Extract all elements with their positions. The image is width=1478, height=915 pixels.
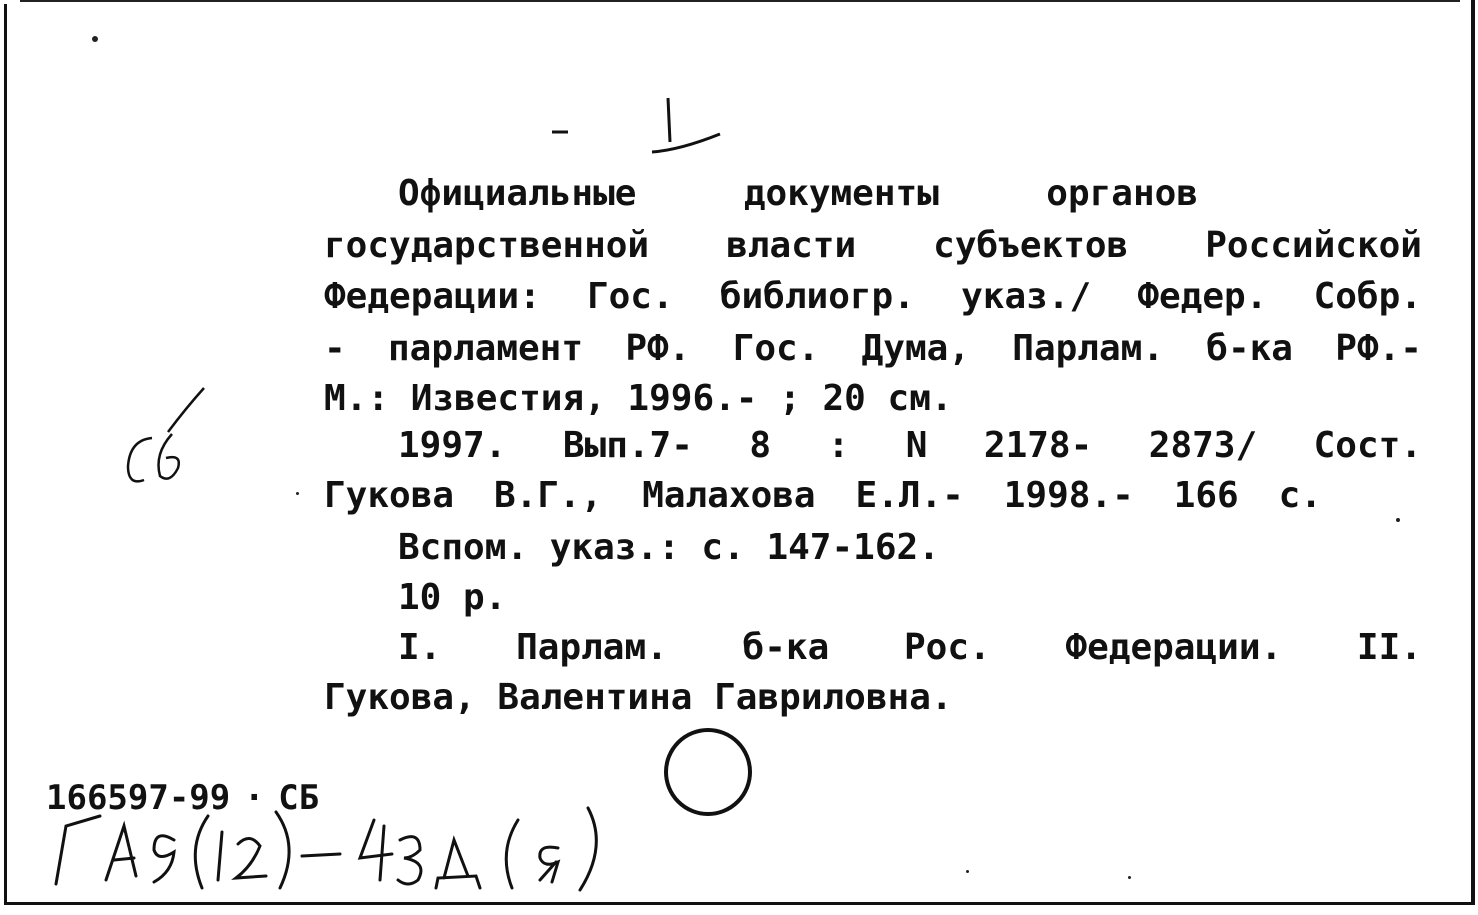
text-token: В.Г.,	[493, 475, 603, 516]
bib-line-8	[398, 527, 940, 568]
text-token: 2873/	[1148, 425, 1258, 466]
text-token: 2178-	[983, 425, 1093, 466]
text-token: N	[905, 425, 928, 466]
text-token: библиогр.	[719, 276, 915, 317]
text-token: -	[324, 328, 346, 369]
handwritten-shelfmark	[40, 796, 620, 892]
speck	[1396, 518, 1400, 522]
card-left-edge	[4, 4, 7, 904]
text-token: Федер.	[1137, 276, 1268, 317]
text-token: Официальные	[398, 173, 637, 214]
collection-code: СБ	[278, 778, 320, 818]
text-token: II.	[1356, 627, 1422, 668]
text-token: документы	[743, 173, 939, 214]
speck	[92, 36, 98, 42]
accession-number: 166597-99	[46, 778, 231, 818]
text-token: 1998.-	[1003, 475, 1134, 516]
handwritten-margin-note	[112, 388, 222, 498]
bib-line-9	[398, 577, 507, 618]
text-token: Федерации.	[1065, 627, 1283, 668]
text-token: Гукова	[324, 475, 455, 516]
circle-stamp-icon	[660, 726, 756, 822]
text-token: Гукова, Валентина Гавриловна.	[324, 677, 953, 718]
bib-line-10	[398, 627, 1422, 668]
text-token: 8	[749, 425, 772, 466]
text-token: Гос.	[586, 276, 674, 317]
text-token: государственной	[324, 225, 650, 266]
text-token: Парлам.	[1012, 328, 1164, 369]
text-token: Сост.	[1313, 425, 1422, 466]
speck	[296, 492, 299, 495]
text-token: 1997.	[398, 425, 507, 466]
text-token: Российской	[1205, 225, 1422, 266]
handwritten-page-mark	[540, 92, 740, 162]
bib-line-5	[324, 378, 953, 419]
text-token: Собр.	[1313, 276, 1422, 317]
speck	[1128, 876, 1131, 879]
bib-line-4	[324, 328, 1422, 369]
bib-line-11	[324, 677, 953, 718]
text-token: Вып.7-	[562, 425, 693, 466]
text-token: РФ.-	[1335, 328, 1422, 369]
text-token: I.	[398, 627, 442, 668]
text-token: парламент	[387, 328, 584, 369]
text-token: б-ка	[1206, 328, 1293, 369]
text-token: :	[827, 425, 850, 466]
text-token: Малахова	[642, 475, 816, 516]
text-token: субъектов	[933, 225, 1129, 266]
text-token: власти	[726, 225, 857, 266]
bib-line-1	[398, 173, 1198, 214]
text-token: б-ка	[742, 627, 830, 668]
text-token: указ./	[961, 276, 1092, 317]
text-token: Вспом. указ.: с. 147-162.	[398, 527, 940, 568]
bib-line-7	[324, 475, 1322, 516]
card-top-edge	[20, 0, 1460, 2]
bib-line-2	[324, 225, 1422, 266]
text-token: с.	[1278, 475, 1322, 516]
speck	[966, 870, 969, 873]
text-token: Парлам.	[516, 627, 668, 668]
text-token: 10 р.	[398, 577, 507, 618]
text-token: Дума,	[861, 328, 970, 369]
separator-dot: ·	[243, 778, 265, 818]
card-right-edge	[1471, 0, 1475, 905]
text-token: органов	[1046, 173, 1198, 214]
text-token: М.: Известия, 1996.- ; 20 см.	[324, 378, 953, 419]
text-token: Федерации:	[324, 276, 541, 317]
bib-line-3	[324, 276, 1422, 317]
text-token: Гос.	[732, 328, 820, 369]
text-token: Е.Л.-	[855, 475, 964, 516]
bib-line-6	[398, 425, 1422, 466]
card-bottom-edge	[4, 902, 1472, 905]
text-token: Рос.	[903, 627, 991, 668]
text-token: 166	[1173, 475, 1239, 516]
text-token: РФ.	[625, 328, 691, 369]
